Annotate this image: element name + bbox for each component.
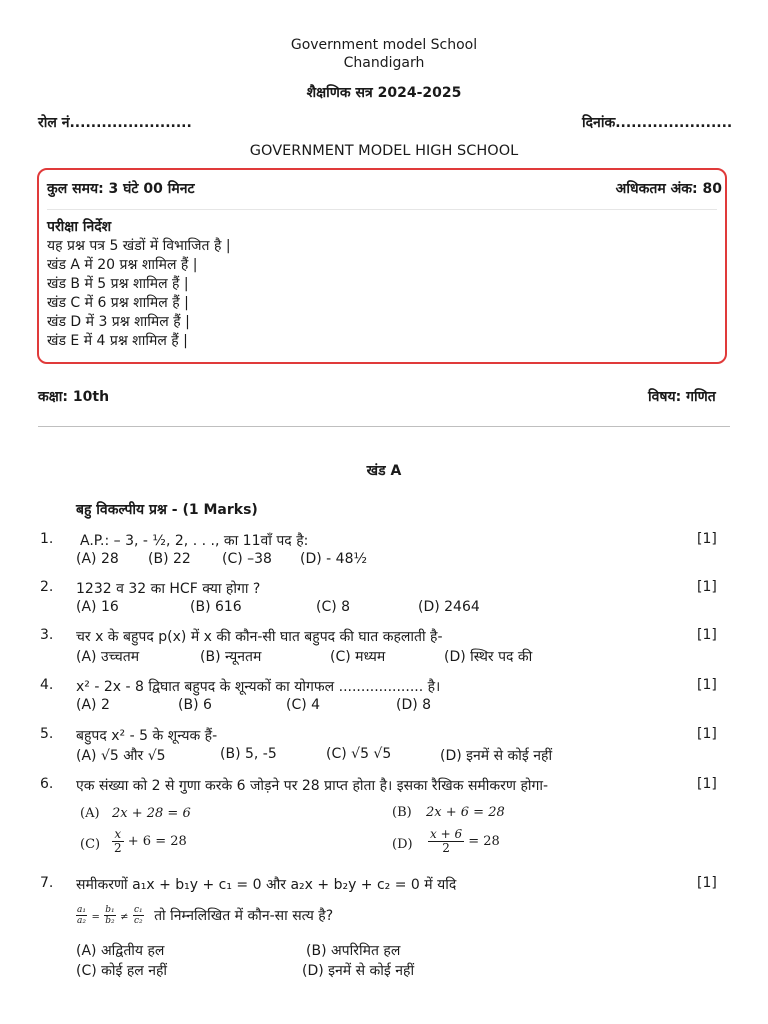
option-c: (C) √5 √5	[326, 746, 392, 762]
option-d: (D) इनमें से कोई नहीं	[440, 748, 553, 764]
question-marks: [1]	[697, 726, 717, 742]
instruction-line: यह प्रश्न पत्र 5 खंडों में विभाजित है |	[47, 238, 231, 254]
option-b: (B) अपरिमित हल	[306, 943, 401, 959]
option-a-equation: 2x + 28 = 6	[112, 806, 191, 821]
option-c: (C) कोई हल नहीं	[76, 963, 168, 979]
instruction-line: खंड E में 4 प्रश्न शामिल हैं |	[47, 333, 188, 349]
option-b: (B) 22	[148, 551, 191, 567]
question-number: 4.	[40, 677, 54, 693]
option-a: (A) अद्वितीय हल	[76, 943, 165, 959]
option-d: (D) 8	[396, 697, 432, 713]
question-marks: [1]	[697, 776, 717, 792]
exam-school-title: GOVERNMENT MODEL HIGH SCHOOL	[249, 143, 519, 159]
fraction: $\frac{\text{a₁}}{\text{a₂}}$	[77, 905, 86, 926]
option-d-equation: $\frac{x + 6}{2}$ = 28	[430, 827, 500, 855]
option-a-label: (A)	[80, 806, 100, 821]
max-marks: अधिकतम अंक: 80	[615, 181, 722, 197]
section-title: खंड A	[366, 463, 402, 479]
school-city: Chandigarh	[343, 55, 425, 71]
option-a: (A) उच्चतम	[76, 649, 140, 665]
option-d: (D) - 48½	[300, 551, 368, 567]
question-7	[0, 875, 768, 985]
option-b: (B) 616	[190, 599, 242, 615]
question-4	[0, 677, 768, 721]
option-d: (D) 2464	[418, 599, 480, 615]
instruction-line: खंड D में 3 प्रश्न शामिल हैं |	[47, 314, 190, 330]
question-text: 1232 व 32 का HCF क्या होगा ?	[76, 581, 261, 597]
option-c-label: (C)	[80, 837, 101, 852]
option-c: (C) 4	[286, 697, 321, 713]
question-number: 7.	[40, 875, 54, 891]
section-subtitle: बहु विकल्पीय प्रश्न - (1 Marks)	[76, 502, 258, 518]
question-text: A.P.: – 3, - ½, 2, . . ., का 11वाँ पद है:	[80, 533, 309, 549]
question-1	[0, 531, 768, 575]
option-d-label: (D)	[392, 837, 413, 852]
question-number: 2.	[40, 579, 54, 595]
option-a: (A) √5 और √5	[76, 748, 166, 764]
question-text: एक संख्या को 2 से गुणा करके 6 जोड़ने पर 28 प्राप्त होता है। इसका रैखिक समीकरण होगा-	[76, 778, 549, 794]
instruction-line: खंड B में 5 प्रश्न शामिल हैं |	[47, 276, 189, 292]
option-b-label: (B)	[392, 805, 412, 820]
option-c: (C) मध्यम	[330, 649, 386, 665]
option-c-equation: $\frac{x}{2}$ + 6 = 28	[114, 827, 187, 855]
condition-text: तो निम्नलिखित में कौन-सा सत्य है?	[154, 907, 334, 924]
option-b: (B) 5, -5	[220, 746, 277, 762]
question-marks: [1]	[697, 531, 717, 547]
class-label: कक्षा: 10th	[38, 389, 110, 405]
date-field: दिनांक......................	[582, 115, 733, 131]
option-a: (A) 2	[76, 697, 110, 713]
subject-label: विषय: गणित	[648, 389, 716, 405]
question-marks: [1]	[697, 875, 717, 891]
option-a: (A) 28	[76, 551, 119, 567]
instruction-line: खंड A में 20 प्रश्न शामिल हैं |	[47, 257, 198, 273]
exam-info-box	[37, 168, 727, 364]
option-d: (D) इनमें से कोई नहीं	[302, 963, 415, 979]
fraction: $\frac{\text{b₁}}{\text{b₂}}$	[105, 905, 115, 926]
option-a: (A) 16	[76, 599, 119, 615]
fraction: $\frac{x + 6}{2}$	[430, 827, 463, 855]
fraction: $\frac{x}{2}$	[114, 827, 122, 855]
question-marks: [1]	[697, 677, 717, 693]
option-b: (B) 6	[178, 697, 212, 713]
question-5	[0, 726, 768, 770]
question-number: 6.	[40, 776, 54, 792]
box-divider	[47, 209, 717, 210]
header-divider	[38, 426, 730, 427]
option-c: (C) 8	[316, 599, 351, 615]
school-name: Government model School	[290, 37, 478, 53]
question-number: 1.	[40, 531, 54, 547]
question-6	[0, 776, 768, 866]
option-d: (D) स्थिर पद की	[444, 649, 533, 665]
option-c: (C) –38	[222, 551, 272, 567]
question-number: 5.	[40, 726, 54, 742]
question-text: x² - 2x - 8 द्विघात बहुपद के शून्यकों का योगफल ................... है।	[76, 679, 441, 695]
question-text: समीकरणों a₁x + b₁y + c₁ = 0 और a₂x + b₂y + c₂ = 0 में यदि	[76, 877, 457, 893]
question-text: चर x के बहुपद p(x) में x की कौन-सी घात बहुपद की घात कहलाती है-	[76, 629, 443, 645]
question-marks: [1]	[697, 579, 717, 595]
question-2	[0, 579, 768, 623]
question-3	[0, 627, 768, 671]
question-marks: [1]	[697, 627, 717, 643]
session-label: शैक्षणिक सत्र 2024-2025	[306, 85, 462, 101]
question-number: 3.	[40, 627, 54, 643]
condition-expression: $\frac{\text{a₁}}{\text{a₂}}$ = $\frac{\text{b₁}}{\text{b₂}}$ ≠ $\frac{\text{c₁}}{\text{c₂}}$ तो निम्नलिखित में कौन-सा सत्य है?	[77, 905, 334, 926]
roll-number-field: रोल नं.......................	[38, 115, 192, 131]
fraction: $\frac{\text{c₁}}{\text{c₂}}$	[133, 905, 143, 926]
total-time: कुल समय: 3 घंटे 00 मिनट	[47, 181, 195, 197]
question-text: बहुपद x² - 5 के शून्यक हैं-	[76, 728, 218, 744]
option-b-equation: 2x + 6 = 28	[426, 805, 505, 820]
instructions-title: परीक्षा निर्देश	[47, 219, 112, 235]
instruction-line: खंड C में 6 प्रश्न शामिल हैं |	[47, 295, 189, 311]
option-b: (B) न्यूनतम	[200, 649, 262, 665]
